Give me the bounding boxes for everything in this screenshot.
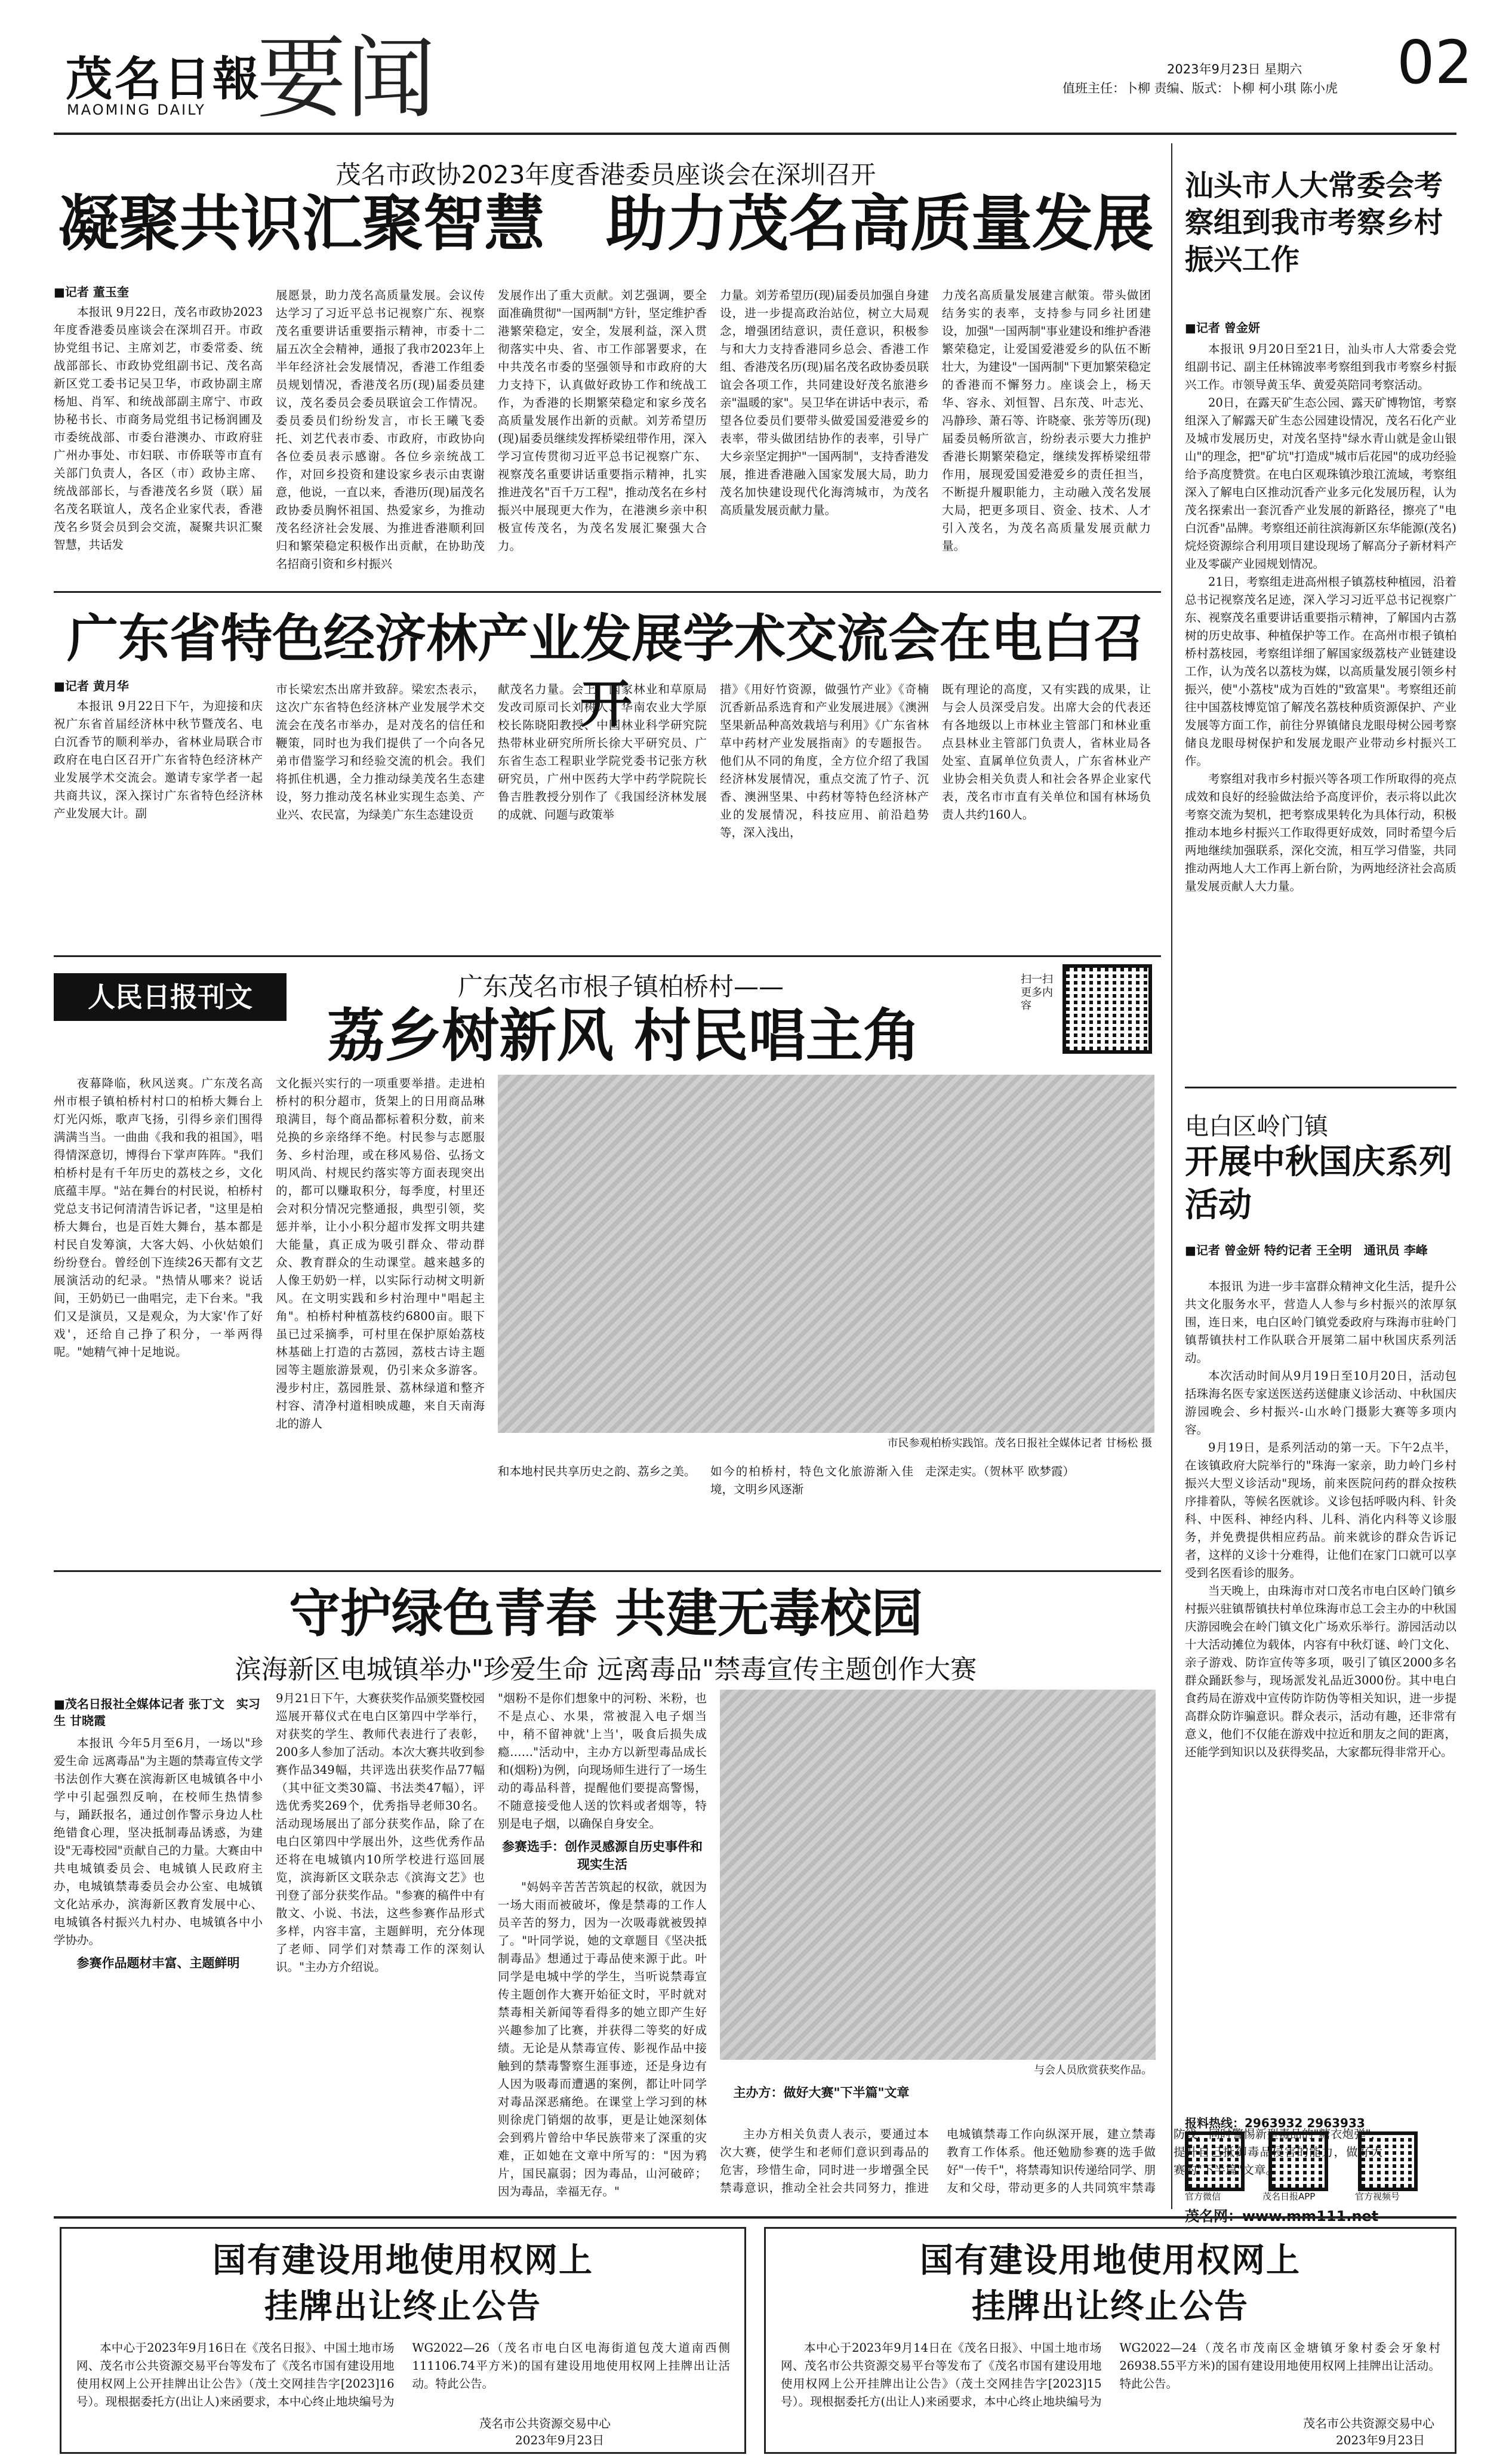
article-4-col-1: 夜幕降临，秋风送爽。广东茂名高州市根子镇柏桥村村口的柏桥大舞台上灯光闪烁，歌声飞扬，引得乡亲们围得满满当当。一曲曲《我和我的祖国》，唱得情深意切，博得台下掌声阵阵。"我们柏桥村是有千年历史的荔枝之乡，文化底蕴丰厚。"站在舞台的村民说，柏桥村党总支书记何清清告诉记者，"这里是柏桥大舞台，也是百姓大舞台，基本都是村民自发筹演，大客大妈、小伙姑娘们纷纷登台。曾经创下连续26天都有文艺展演活动的纪录。"热情从哪来？说话间，王奶奶已一曲唱完，走下台来。"我们又是演员，又是观众，为大家'作了好戏'，还给自己挣了积分，一举两得呢。"她精气神十足地说。 <box>54 1076 263 1359</box>
article-4-headline: 荔乡树新风 村民唱主角 <box>327 1002 920 1069</box>
issue-date: 2023年9月23日 星期六 <box>1167 62 1302 76</box>
article-6-col-2: 9月21日下午，大赛获奖作品颁奖暨校园巡展开幕仪式在电白区第四中学举行，对获奖的学生、教师代表进行了表彰，200多人参加了活动。本次大赛共收到参赛作品349幅，共评选出获奖作品77幅（其中征文类30篇、书法类47幅），评选优秀奖269个，优秀指导老师30名。活动现场展出了部分获奖作品，除了在电白区第四中学展出外，这些优秀作品还将在电城镇内10所学校进行巡回展览，滨海新区文联杂志《滨海文艺》也刊登了部分获奖作品。"参赛的稿件中有散文、小说、书法，这些参赛作品形式多样，内容丰富，主题鲜明，充分体现了老师、同学们对禁毒工作的深刻认识。"主办方介绍说。 <box>276 1691 485 1974</box>
masthead <box>0 0 1509 140</box>
article-4 <box>54 961 1158 1564</box>
page-number: 02 <box>1397 27 1473 97</box>
divider <box>1185 1087 1456 1088</box>
article-6-byline: ■茂名日报社全媒体记者 张丁文 实习生 甘晓霞 <box>54 1697 260 1728</box>
notice-2-title-line-2: 挂牌出让终止公告 <box>972 2287 1249 2326</box>
article-6-col-4 <box>720 2084 923 2102</box>
article-5-byline: ■记者 曾金妍 特约记者 王全明 通讯员 李峰 <box>1185 1243 1428 1257</box>
article-5-headline: 开展中秋国庆系列活动 <box>1185 1142 1452 1225</box>
divider <box>54 591 1161 593</box>
article-6-headline: 守护绿色青春 共建无毒校园 <box>289 1583 923 1644</box>
article-1-byline: ■记者 董玉奎 <box>54 285 129 299</box>
hotline-label: 报料热线：2963932 2963933 <box>1185 2116 1365 2130</box>
article-5 <box>1185 1099 1456 2108</box>
notice-1-title-line-1: 国有建设用地使用权网上 <box>213 2241 593 2280</box>
article-4-col-3: 和本地村民共享历史之韵、荔乡之美。 <box>498 1465 696 1478</box>
article-3-byline: ■记者 黄月华 <box>54 679 129 693</box>
article-2-headline: 汕头市人大常委会考察组到我市考察乡村振兴工作 <box>1185 169 1443 276</box>
article-6-subhead-2: 参赛选手：创作灵感源自历史事件和现实生活 <box>502 1839 703 1872</box>
notice-1-body: 本中心于2023年9月16日在《茂名日报》、中国土地市场网、茂名市公共资源交易平台等发布了《茂名市国有建设用地使用权网上公开挂牌出让公告》（茂土交网挂告字[2023]16号）。现根据委托方(出让人)来函要求，本中心终止地块编号为WG2022—26（茂名市电白区电海街道包茂大道南西侧111106.74平方米)的国有建设用地使用权网上挂牌出让活动。特此公告。 <box>76 2341 730 2408</box>
article-4-kicker: 广东茂名市根子镇柏桥村—— <box>457 972 784 1001</box>
article-2 <box>1185 143 1456 1075</box>
notice-1-date: 2023年9月23日 <box>515 2433 605 2447</box>
app-label: 茂名日报APP <box>1262 2191 1316 2202</box>
article-1-col-1: 本报讯 9月22日，茂名市政协2023年度香港委员座谈会在深圳召开。市政协党组书记、主席刘艺，市委常委、统战部部长、市政协党组副书记、茂名高新区党工委书记吴卫华，市政协副主席杨旭、肖军、和统战部副主席宁、市政协秘书长、市商务局党组书记杨润圃及市委统战部、市委台港澳办、市政府驻广州办事处、市妇联、市侨联等市直有关部门负责人，各区（市）政协主席、统战部部长，与香港茂名乡贤（联）届名茂名联谊人，茂名企业家代表，香港茂名乡贤会员到会交流，凝聚共识汇聚智慧，共话发 <box>54 305 263 552</box>
video-label: 官方视频号 <box>1355 2191 1400 2202</box>
article-3-col-3: 献茂名力量。会上，国家林业和草原局发改司原司长刘树人、华南农业大学原校长陈晓阳教授、中国林业科学研究院热带林业研究所所长徐大平研究员、广东省生态工程职业学院党委书记张方秋研究员，广州中医药大学中药学院院长鲁吉胜教授分别作了《我国经济林发展的成就、问题与政策举 <box>498 682 707 822</box>
article-1-col-5: 力茂名高质量发展建言献策。带头做团结务实的表率，支持参与同乡社团建设，加强"一国两制"事业建设和维护香港繁荣稳定，让爱国爱港爱乡的队伍不断壮大，为建设"一国两制"下更加繁荣稳定的香港而不懈努力。座谈会上，杨天华、容永、刘恒智、吕东茂、叶志光、冯静珍、萧石等、许晓豪、张芳等历(现)届委员畅所欲言，纷纷表示要大力推护香港长期繁荣稳定，继续发挥桥梁纽带作用，展现爱国爱港爱乡的责任担当，不断提升履职能力，主动融入茂名发展大局，把更多项目、资金、技术、人才引入茂名，为茂名高质量发展贡献力量。 <box>942 288 1151 553</box>
notice-2 <box>764 2227 1456 2454</box>
notice-1-signature: 茂名市公共资源交易中心 <box>479 2416 611 2431</box>
article-3-col-4: 措》《用好竹资源，做强竹产业》《奇楠沉香新品系选育和产业发展进展》《澳洲坚果新品种高效栽培与利用》《广东省林草中药材产业发展指南》的专题报告。他们从不同的角度，全方位介绍了我国经济林发展情况，重点交流了竹子、沉香、澳洲坚果、中药材等特色经济林产业的发展情况，科技应用、前沿趋势等，深入浅出， <box>720 682 929 839</box>
newspaper-logo-en: MAOMING DAILY <box>67 101 206 118</box>
editors-line: 值班主任：卜柳 责编、版式：卜柳 柯小琪 陈小虎 <box>1063 81 1338 96</box>
notice-1 <box>60 2227 746 2454</box>
scan-label: 扫一扫 更多内容 <box>1021 973 1053 1012</box>
website-line <box>1185 2204 1378 2225</box>
article-2-body: 本报讯 9月20日至21日，汕头市人大常委会党组副书记、副主任林锦波率考察组到我市考察乡村振兴工作。市领导黄玉华、黄爱英陪同考察活动。 20日，在露天矿生态公园、露天矿博物馆，考察组深入了解露天矿生态公园建设情况，茂名石化产业及城市发展历史，对茂名坚持"绿水青山就是金山银山"的理念，把"矿坑"打造成"城市后花园"的成功经验给予高度赞赏。在电白区观珠镇沙琅江流域，考察组深入了解电白区推动沉香产业多元化发展历程，认为茂名探索出一套沉香产业发展的新路径，擦亮了"电白沉香"品牌。考察组还前往滨海新区东华能源(茂名)烷烃资源综合利用项目建设现场了解高分子新材料产业及零碳产业园规划情况。 21日，考察组走进高州根子镇荔枝种植园，沿着总书记视察茂名足迹，深入学习习近平总书记视察广东、视察茂名重要讲话重要指示精神，了解国内古荔树的历史故事、种植保护等工作。在高州市根子镇柏桥村荔枝园，考察组详细了解国家级荔枝产业链建设工作，认为茂名以荔枝为媒，以高质量发展引领乡村振兴，使"小荔枝"成为百姓的"致富果"。考察组还前往中国荔枝博览馆了解茂名荔枝种质资源保护、产业发展等方面工作，前往分界镇储良龙眼母树公园考察储良龙眼母树保护和发展龙眼产业带动乡村振兴工作。 考察组对我市乡村振兴等各项工作所取得的亮点成效和良好的经验做法给予高度评价，表示将以此次考察交流为契机，把考察成果转化为具体行动，积极推动本地乡村振兴工作取得更好成效，同时希望今后两地继续加强联系，深化交流，相互学习借鉴，共同推动两地人大工作再上新台阶，为两地经济社会高质量发展贡献人大力量。 <box>1185 342 1456 893</box>
notice-2-date: 2023年9月23日 <box>1336 2433 1425 2447</box>
section-title: 要闻 <box>257 27 436 131</box>
article-4-col-5: 走深走实。（贺林平 欧梦霞） <box>925 1465 1074 1478</box>
article-6-subhead-3: 主办方：做好大赛"下半篇"文章 <box>733 2085 910 2100</box>
article-4-tag: 人民日报刊文 <box>54 973 287 1021</box>
article-3 <box>54 597 1158 961</box>
newspaper-logo: 茂名日報 <box>66 52 262 106</box>
hotline-number[interactable]: 2963932 2963933 <box>1245 2116 1365 2130</box>
divider <box>54 2216 1456 2219</box>
article-3-col-2: 市长梁宏杰出席并致辞。梁宏杰表示，这次广东省特色经济林产业发展学术交流会在茂名市举办，是对茂名的信任和鞭策，同时也为我们提供了一个向各兄弟市借鉴学习和经验交流的机会。我们将抓住机遇，全力推动绿美茂名生态建设，努力推动茂名林业实现生态美、产业兴、农民富，为绿美广东生态建设贡 <box>276 682 485 822</box>
notice-1-title-line-2: 挂牌出让终止公告 <box>264 2287 541 2326</box>
article-3-col-5: 既有理论的高度，又有实践的成果，让与会人员深受启发。出席大会的代表还有各地级以上市林业主管部门和林业重点县林业主管部门负责人，省林业局各处室、直属单位负责人，广东省林业产业协会相关负责人和社会各界企业家代表，茂名市市直有关单位和国有林场负责人共约160人。 <box>942 682 1151 822</box>
masthead-rule <box>54 133 1456 135</box>
notice-2-title-line-1: 国有建设用地使用权网上 <box>920 2241 1301 2280</box>
wechat-label: 官方微信 <box>1185 2191 1221 2202</box>
article-4-photo-caption: 市民参观柏桥实践馆。茂名日报社全媒体记者 甘杨松 摄 <box>887 1437 1152 1450</box>
article-3-col-1: 本报讯 9月22日下午，为迎接和庆祝广东省首届经济林中秋节暨茂名、电白沉香节的顺利举办，省林业局联合市政府在电白区召开广东省特色经济林产业发展学术交流会。邀请专家学者一起共商共议，深入探讨广东省特色经济林产业发展大计。副 <box>54 699 263 820</box>
article-2-byline: ■记者 曾金妍 <box>1185 321 1260 335</box>
article-6-col-1: 本报讯 今年5月至6月，一场以"珍爱生命 远离毒品"为主题的禁毒宣传文学书法创作大赛在滨海新区电城镇各中小学中引起强烈反响，在校师生热情参与，踊跃报名，通过创作警示身边人杜绝错食心理，坚决抵制毒品诱惑，为建设"无毒校园"贡献自己的力量。大赛由中共电城镇委员会、电城镇人民政府主办，电城镇禁毒委员会办公室、电城镇文化站承办，滨海新区教育发展中心、电城镇各村振兴九村办、电城镇各中小学协办。 参赛作品题材丰富、主题鲜明 <box>54 1734 263 1977</box>
divider <box>54 955 1161 957</box>
divider <box>54 1570 1161 1572</box>
article-1-col-2: 展愿景，助力茂名高质量发展。会议传达学习了习近平总书记视察广东、视察茂名重要讲话重要指示精神，市委十二届五次全会精神，通报了我市2023年上半年经济社会发展情况，香港工作组委员规划情况，香港茂名历(现)届委员建议，茂名委员会委员联谊会工作情况。委员委员们纷纷发言，市长王曦飞委托、刘艺代表市委、市政府，市政协向各位委员表示感谢。各位乡亲统战工作，对回乡投资和建设家乡表示由衷谢意，他说，一直以来，香港历(现)届茂名政协委员胸怀祖国、热爱家乡，为推动茂名经济社会发展、为推进香港顺利回归和繁荣稳定积极作出贡献，在协助茂名招商引资和乡村振兴 <box>276 288 485 571</box>
article-1 <box>54 143 1158 585</box>
article-4-col-4: 如今的柏桥村，特色文化旅游渐入佳境，文明乡风逐渐 <box>710 1465 913 1496</box>
article-6-subhead-1: 参赛作品题材丰富、主题鲜明 <box>76 1956 240 1970</box>
article-1-col-3: 发展作出了重大贡献。刘艺强调，要全面准确贯彻"一国两制"方针，坚定维护香港繁荣稳定，安全，发展利益，深入贯彻落实中央、省、市工作部署要求，在中共茂名市委的坚强领导和市政府的大力支持下，认真做好政协工作和统战工作，为香港的长期繁荣稳定和家乡茂名高质量发展作出新的贡献。刘芳希望历(现)届委员继续发挥桥梁纽带作用，深入学习宣传贯彻习近平总书记视察广东、视察茂名重要讲话重要指示精神，扎实推进茂名"百千万工程"，推动茂名在乡村振兴中展现更大作为，在港澳乡亲中积极宣传茂名，为茂名发展汇聚强大合力。 <box>498 288 707 553</box>
article-6-col-5: 主办方相关负责人表示，要通过本次大赛，使学生和老师们意识到毒品的危害，珍惜生命，同时进一步增强全民禁毒意识，推动全社会共同努力，推进电城镇禁毒工作向纵深开展，建立禁毒教育工作体系。他还勉励参赛的选手做好"一传千"，将禁毒知识传递给同学、朋友和父母，带动更多的人共同筑牢禁毒防线，同时警惕新型毒品的"糖衣炮弹"，提升自己抵御毒品侵害的能力，做好大赛的"下半篇"文章。 <box>720 2127 1382 2195</box>
article-6-photo <box>720 1690 1156 2060</box>
right-column-separator <box>1171 143 1172 2209</box>
article-6-photo-caption: 与会人员欣赏获奖作品。 <box>1034 2064 1152 2077</box>
article-5-body: 本报讯 为进一步丰富群众精神文化生活，提升公共文化服务水平，营造人人参与乡村振兴的浓厚氛围，连日来，电白区岭门镇党委政府与珠海市驻岭门镇帮镇扶村工作队联合开展第二届中秋国庆系列活动。 本次活动时间从9月19日至10月20日，活动包括珠海名医专家送医送药送健康义诊活动、中秋国庆游园晚会、乡村振兴-山水岭门摄影大赛等多项内容。 9月19日，是系列活动的第一天。下午2点半，在该镇政府大院举行的"珠海一家亲，助力岭门乡村振兴大型义诊活动"现场，前来医院问药的群众按秩序排着队，等候名医就诊。义诊包括呼吸内科、针灸科、中医科、神经内科、儿科、消化内科等义诊服务，并免费提供相应药品。前来就诊的群众告诉记者，这样的义诊十分难得，让他们在家门口就可以享受到名医看诊的服务。 当天晚上，由珠海市对口茂名市电白区岭门镇乡村振兴驻镇帮镇扶村单位珠海市总工会主办的中秋国庆游园晚会在岭门镇文化广场欢乐举行。游园活动以十大活动摊位为载体，内容有中秋灯谜、岭门文化、亲子游戏、防诈宣传等多项，吸引了镇区2000多名群众踊跃参与，现场派发礼品近3000份。其中电白食药局在游戏中宣传防诈防伪等相关知识，进一步提高群众防诈骗意识。群众表示，活动有趣，还非常有意义，他们不仅能在游戏中拉近和朋友之间的距离，还能学到知识以及获得奖品，大家都玩得非常开心。 <box>1185 1279 1456 1759</box>
article-6-subhead: 滨海新区电城镇举办"珍爱生命 远离毒品"禁毒宣传主题创作大赛 <box>235 1654 977 1685</box>
article-4-photo <box>498 1075 1154 1433</box>
article-1-col-4: 力量。刘芳希望历(现)届委员加强自身建设，进一步提高政治站位，树立大局观念，增强团结意识，责任意识，积极参与和大力支持香港同乡总会、香港工作组、香港茂名历(现)届名茂名政协委员联谊会各项工作，共同建设好茂名旅港乡亲"温暖的家"。吴卫华在讲话中表示，希望各位委员们要带头做爱国爱港爱乡的表率，带头做团结协作的表率，引导广大乡亲坚定拥护"一国两制"，支持香港发展，推进香港融入国家发展大局，助力茂名加快建设现代化海湾城市，为茂名高质量发展贡献力量。 <box>720 288 929 517</box>
article-qr-code[interactable] <box>1063 964 1152 1054</box>
article-3-headline: 广东省特色经济林产业发展学术交流会在电白召开 <box>67 608 1145 734</box>
article-6-col-3: "烟粉不是你们想象中的河粉、米粉，也不是点心、水果，常被混入电子烟当中，稍不留神就'上当'，吸食后损失成瘾……"活动中，主办方以新型毒品成长和(烟粉)为例，向现场师生进行了一场生动的毒品科普，提醒他们要提高警惕，不随意接受他人送的饮料或者烟等，特别是电子烟，以确保自身安全。 参赛选手：创作灵感源自历史事件和现实生活 "妈妈辛苦苦苦筑起的权欲，就因为一场大雨而被破坏，像是禁毒的工作人员辛苦的努力，因为一次吸毒就被毁掉了。"叶同学说，她的文章题目《坚决抵制毒品》想通过于毒品使来源于此。叶同学是电城中学的学生，当听说禁毒宣传主题创作大赛开始征文时，平时就对禁毒相关新闻等看得多的她立即产生好兴趣参加了比赛，并获得二等奖的好成绩。无论是从禁毒宣传、影视作品中接触到的禁毒警察生涯事迹，还是身边有人因为吸毒而遭遇的案例，都让叶同学对毒品深恶痛绝。在课堂上学习到的林则徐虎门销烟的故事，更是让她深刻体会到鸦片曾给中华民族带来了深重的灾难，正如她在文章中所写的："因为鸦片，国民羸弱；因为毒品，山河破碎；因为毒品，幸福无存。" <box>498 1691 707 2198</box>
article-1-headline: 凝聚共识汇聚智慧 助力茂名高质量发展 <box>58 188 1154 260</box>
article-1-kicker: 茂名市政协2023年度香港委员座谈会在深圳召开 <box>335 160 876 189</box>
notice-2-body: 本中心于2023年9月14日在《茂名日报》、中国土地市场网、茂名市公共资源交易平台等发布了《茂名市国有建设用地使用权网上公开挂牌出让公告》（茂土交网挂告字[2023]15号）。现根据委托方(出让人)来函要求，本中心终止地块编号为WG2022—24（茂名市茂南区金塘镇牙象村委会牙象村26938.55平方米)的国有建设用地使用权网上挂牌出让活动。特此公告。 <box>781 2341 1440 2408</box>
notice-2-signature: 茂名市公共资源交易中心 <box>1303 2416 1434 2431</box>
article-5-kicker: 电白区岭门镇 <box>1185 1113 1328 1140</box>
article-4-col-2: 文化振兴实行的一项重要举措。走进柏桥村的积分超市，货架上的日用商品琳琅满目，每个商品都标着积分数，前来兑换的乡亲络绎不绝。村民参与志愿服务、乡村治理，或在移风易俗、弘扬文明风尚、村规民约落实等方面表现突出的，都可以赚取积分，每季度，村里还会对积分情况完整通报，典型引领，奖惩并举，让小小积分超市发挥文明共建大能量，真正成为吸引群众、带动群众、教育群众的生动课堂。越来越多的人像王奶奶一样，以实际行动树文明新风。在文明实践和乡村治理中"唱起主角"。柏桥村种植荔枝约6800亩。眼下虽已过采摘季，可村里在保护原始荔枝林基础上打造的古荔园，荔枝古诗主题园等主题旅游景观，仍引来众多游客。漫步村庄，荔园胜景、荔林绿道和整齐村容、清净村道相映成趣，来自天南海北的游人 <box>276 1076 485 1431</box>
